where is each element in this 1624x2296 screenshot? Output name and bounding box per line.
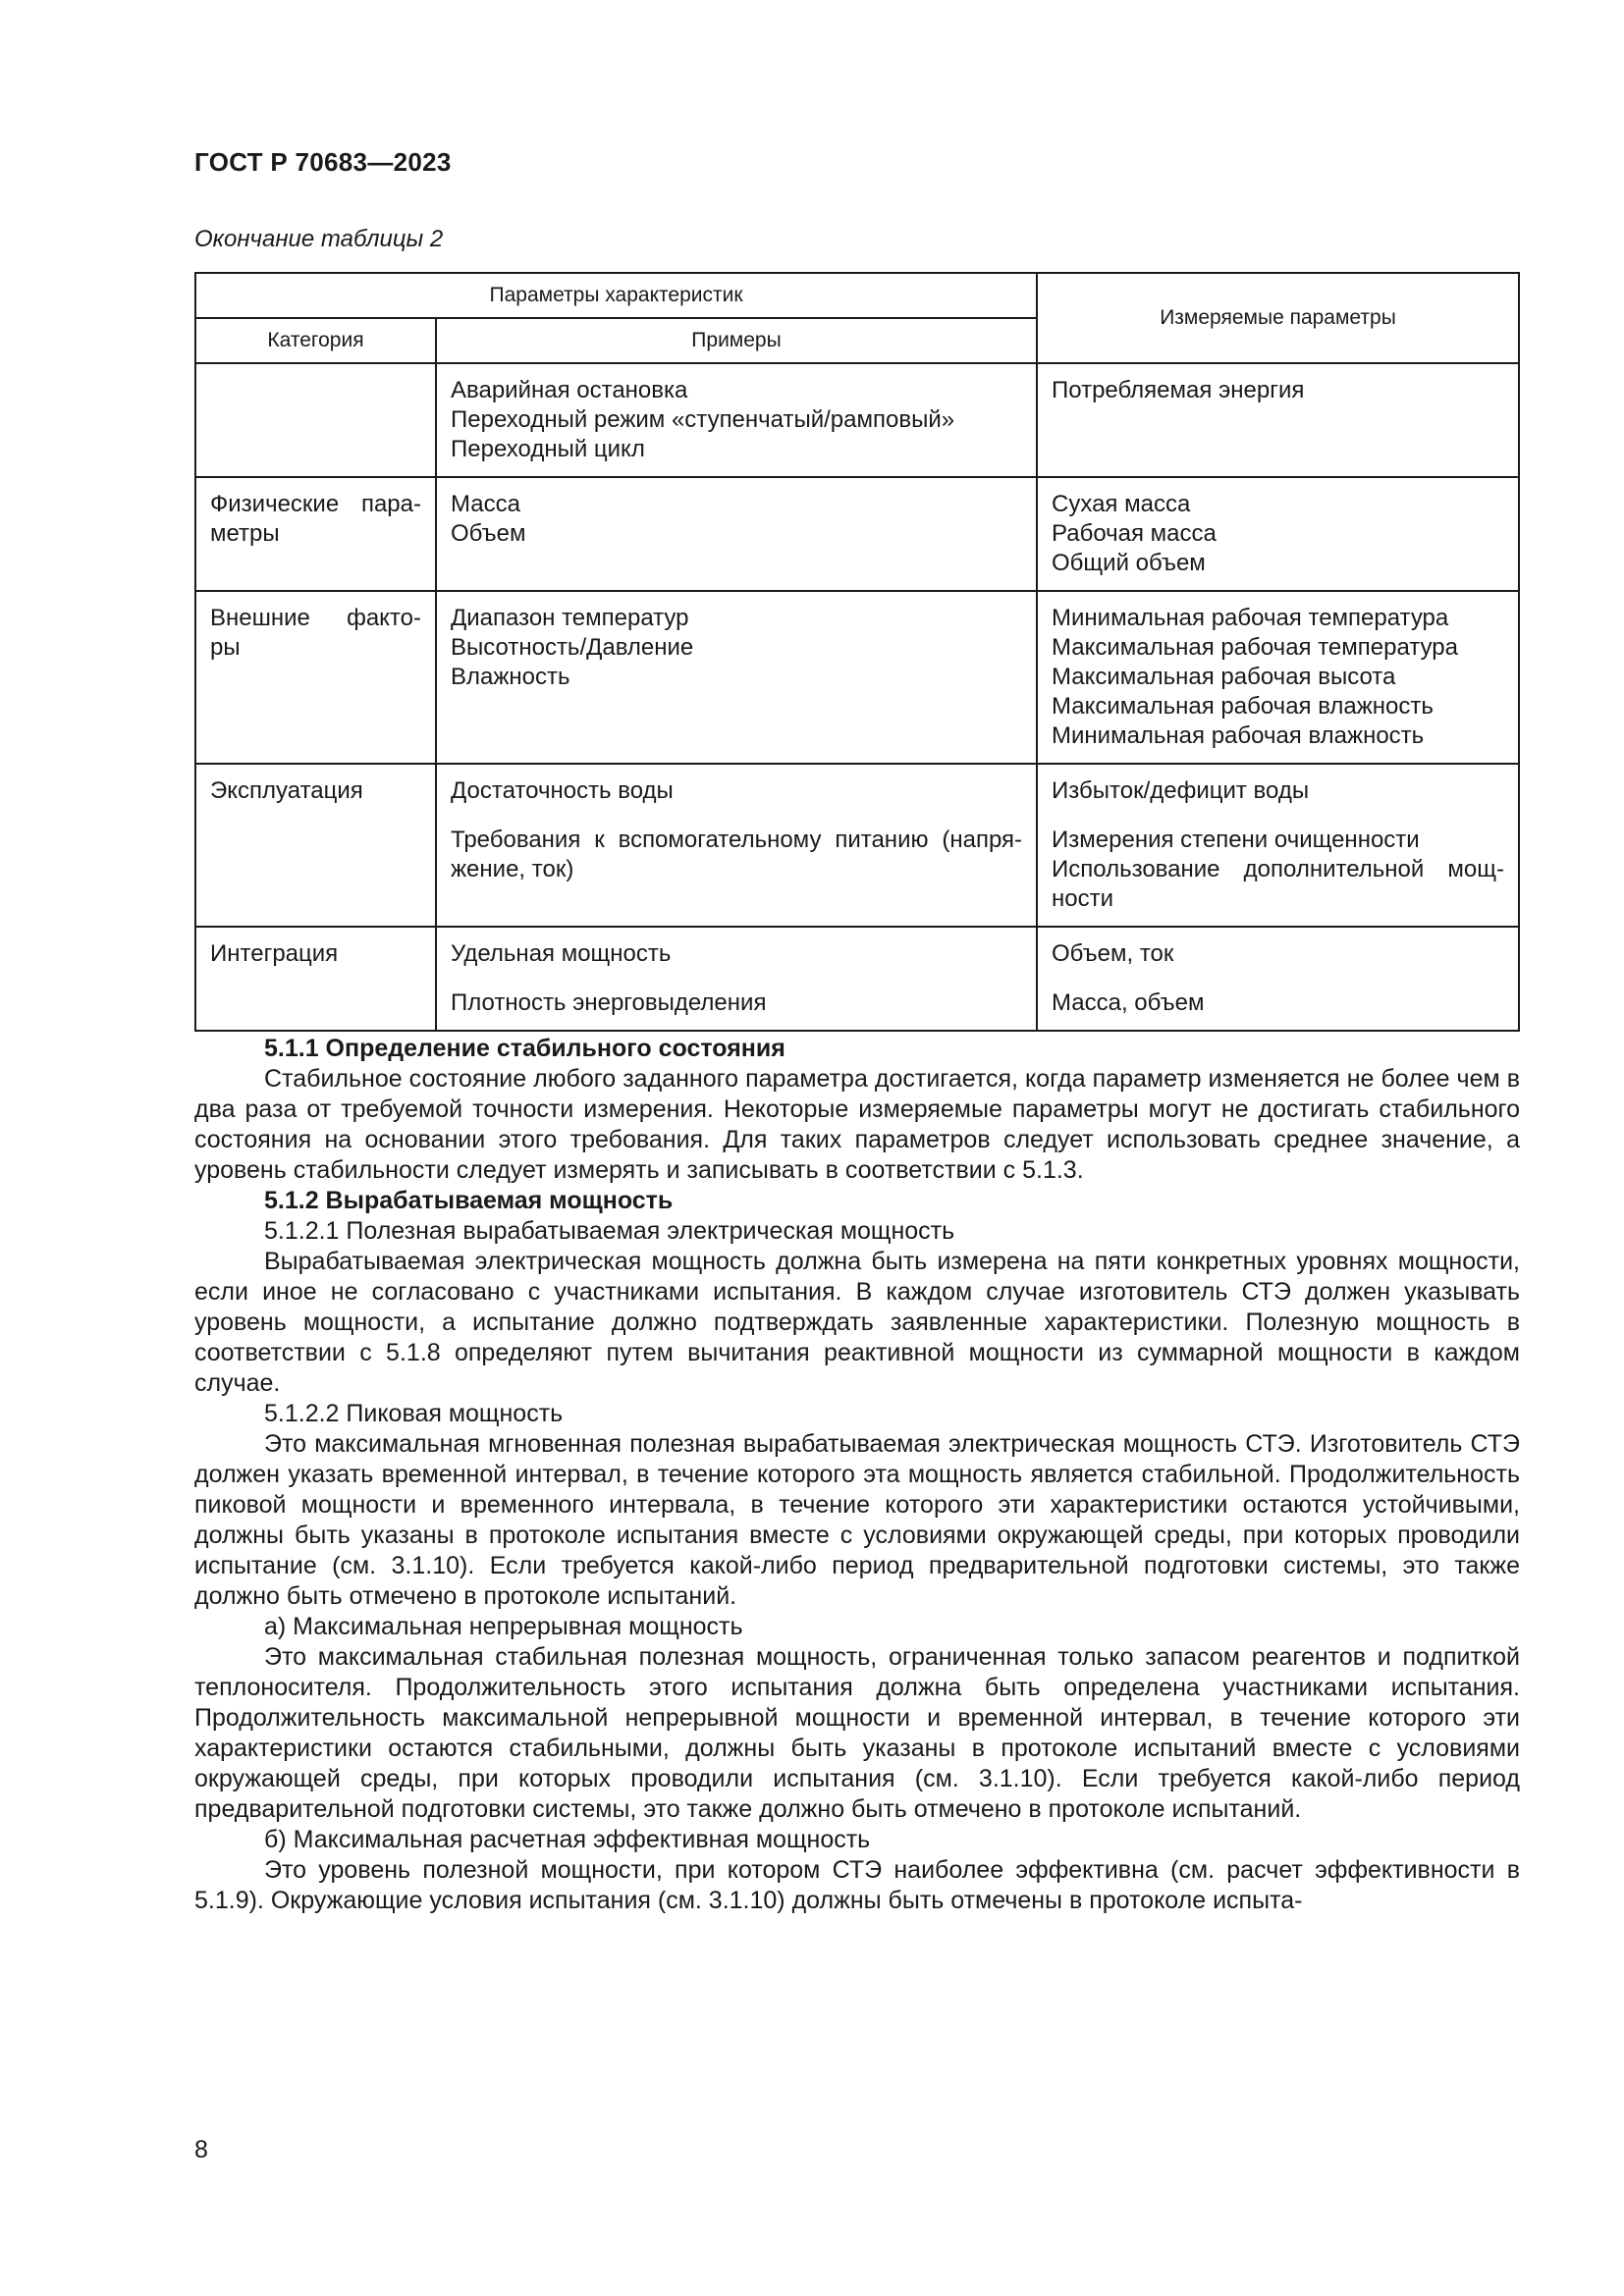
paragraph-b: Это уровень полезной мощности, при котором СТЭ наиболее эффективна (см. расчет эффективности в 5.1.9). Окружающие условия испытания (см. 3.1.10) должны быть отмечены в протоколе испыта-: [194, 1856, 1520, 1914]
list-heading-a: а) Максимальная непрерывная мощность: [264, 1613, 743, 1640]
example-item: Высотность/Давление: [451, 634, 694, 661]
parameters-table: [194, 272, 1520, 1032]
measured-cell: [1037, 363, 1519, 477]
measured-item: Объем, ток: [1052, 940, 1174, 967]
measured-item: Максимальная рабочая влажность: [1052, 693, 1434, 720]
paragraph-5-1-1: Стабильное состояние любого заданного параметра достигается, когда параметр изменяется не более чем в два раза от требуемой точности измерения. Некоторые измеряемые параметры могут не достигать стабильного состояния на основании этого требования. Для таких параметров следует использовать среднее значение, а уровень стабильности следует измерять и записывать в соответствии с 5.1.3.: [194, 1065, 1520, 1184]
example-item: Диапазон температур: [451, 605, 689, 631]
paragraph-5-1-2-2: Это максимальная мгновенная полезная вырабатываемая электрическая мощность СТЭ. Изготовитель СТЭ должен указать временной интервал, в течение которого эта мощность является стабильной. Продолжительность пиковой мощности и временного интервала, в течение которого эти характеристики остаются устойчивыми, должны быть указаны в протоколе испытания вместе с условиями окружающей среды, при которых проводили испытание (см. 3.1.10). Если требуется какой-либо период предварительной подготовки системы, это также должно быть отмечено в протоколе испытаний.: [194, 1430, 1520, 1610]
example-item: Объем: [451, 520, 526, 547]
category-cell: [195, 363, 436, 477]
measured-item: Измерения степени очищенности: [1052, 827, 1420, 853]
measured-item: Масса, объем: [1052, 989, 1205, 1016]
example-item: Удельная мощность: [451, 940, 672, 967]
category-label: метры: [210, 520, 280, 547]
examples-cell: [436, 477, 1037, 591]
example-item: Достаточность воды: [451, 777, 674, 804]
examples-cell: [436, 363, 1037, 477]
paragraph-a: Это максимальная стабильная полезная мощность, ограниченная только запасом реагентов и подпиткой теплоносителя. Продолжительность этого испытания должна быть определена участниками испытания. Продолжительность максимальной непрерывной мощности и временной интервал, в течение которого эти характеристики остаются стабильными, должны быть указаны в протоколе испытаний вместе с условиями окружающей среды, при которых проводили испытания (см. 3.1.10). Если требуется какой-либо период предварительной подготовки системы, это также должно быть отмечено в протоколе испытаний.: [194, 1643, 1520, 1823]
example-item: Переходный режим «ступенчатый/рамповый»: [451, 406, 955, 433]
measured-item: Максимальная рабочая высота: [1052, 664, 1396, 690]
measured-item: Минимальная рабочая влажность: [1052, 722, 1425, 749]
measured-item: Избыток/дефицит воды: [1052, 777, 1310, 804]
measured-item: Потребляемая энергия: [1052, 377, 1305, 403]
table-row: [195, 591, 1519, 764]
measured-item: Минимальная рабочая температура: [1052, 605, 1449, 631]
document-header: ГОСТ Р 70683—2023: [194, 147, 452, 177]
category-label: Внешние факто-: [210, 605, 421, 631]
measured-cell: [1037, 764, 1519, 927]
header-examples-cell: Примеры: [436, 318, 1037, 363]
examples-cell: [436, 591, 1037, 764]
example-item: Аварийная остановка: [451, 377, 688, 403]
category-label: ры: [210, 634, 241, 661]
measured-item: Сухая масса: [1052, 491, 1191, 517]
category-cell: [195, 764, 436, 927]
measured-item: Максимальная рабочая температура: [1052, 634, 1458, 661]
category-cell: [195, 477, 436, 591]
example-item: Переходный цикл: [451, 436, 645, 462]
category-label: Эксплуатация: [210, 777, 363, 804]
example-item: Влажность: [451, 664, 570, 690]
body-text: [194, 1034, 1520, 1916]
section-heading-5-1-2: 5.1.2 Вырабатываемая мощность: [264, 1187, 674, 1214]
list-heading-b: б) Максимальная расчетная эффективная мощность: [264, 1826, 871, 1853]
category-cell: [195, 591, 436, 764]
measured-cell: [1037, 591, 1519, 764]
measured-item: Общий объем: [1052, 550, 1206, 576]
header-measured-cell: Измеряемые параметры: [1037, 273, 1519, 363]
table-row: [195, 477, 1519, 591]
table-row: [195, 363, 1519, 477]
subsection-heading-5-1-2-1: 5.1.2.1 Полезная вырабатываемая электрическая мощность: [264, 1217, 955, 1245]
measured-item: ности: [1052, 885, 1114, 912]
example-item: Требования к вспомогательному питанию (напря-: [451, 827, 1023, 853]
examples-cell: [436, 764, 1037, 927]
header-category-cell: Категория: [195, 318, 436, 363]
examples-cell: [436, 927, 1037, 1031]
table-row: [195, 927, 1519, 1031]
category-cell: [195, 927, 436, 1031]
header-group-cell: Параметры характеристик: [195, 273, 1037, 318]
measured-cell: [1037, 477, 1519, 591]
table-row: [195, 764, 1519, 927]
table-caption: Окончание таблицы 2: [194, 226, 444, 252]
category-label: Интеграция: [210, 940, 339, 967]
page-number: 8: [194, 2136, 208, 2163]
measured-item: Использование дополнительной мощ-: [1052, 856, 1505, 882]
example-item: Плотность энерговыделения: [451, 989, 767, 1016]
example-item: Масса: [451, 491, 520, 517]
category-label: Физические пара-: [210, 491, 421, 517]
measured-cell: [1037, 927, 1519, 1031]
example-item: жение, ток): [451, 856, 574, 882]
section-heading-5-1-1: 5.1.1 Определение стабильного состояния: [264, 1035, 785, 1062]
paragraph-5-1-2-1: Вырабатываемая электрическая мощность должна быть измерена на пяти конкретных уровнях мощности, если иное не согласовано с участниками испытания. В каждом случае изготовитель СТЭ должен указывать уровень мощности, а испытание должно подтверждать заявленные характеристики. Полезную мощность в соответствии с 5.1.8 определяют путем вычитания реактивной мощности из суммарной мощности в каждом случае.: [194, 1248, 1520, 1397]
measured-item: Рабочая масса: [1052, 520, 1217, 547]
subsection-heading-5-1-2-2: 5.1.2.2 Пиковая мощность: [264, 1400, 564, 1427]
